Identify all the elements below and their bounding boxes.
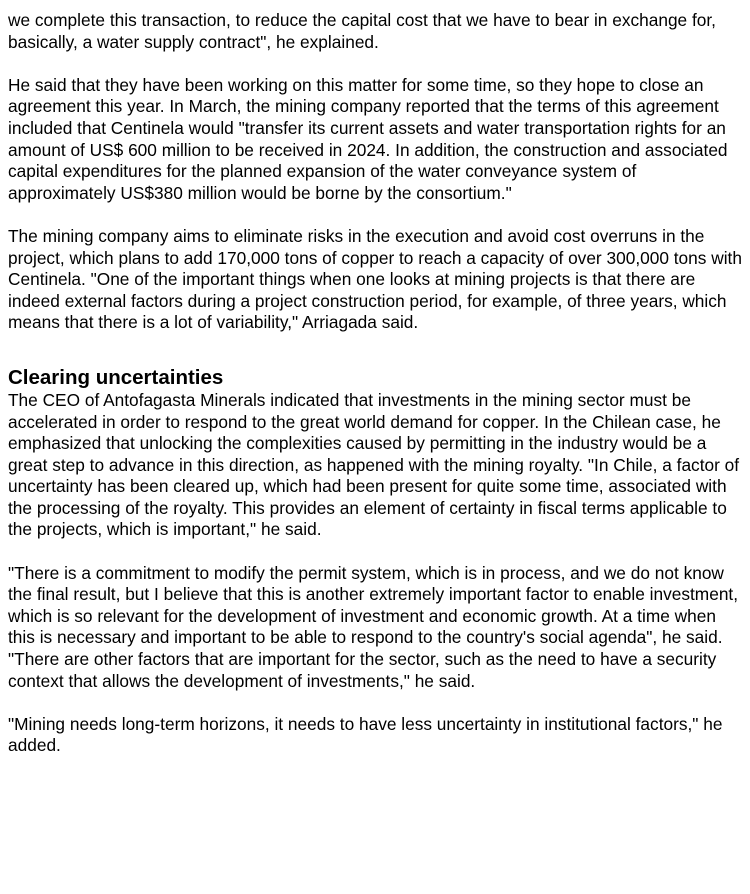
- section-heading: Clearing uncertainties: [8, 365, 224, 389]
- section-spacer: [8, 334, 742, 366]
- paragraph-spacer: [8, 541, 742, 563]
- paragraph-agreement: He said that they have been working on this matter for some time, so they hope to close an agreement this year. In March, the mining company reported that the terms of this agreement included that Centinela would "transfer its current assets and water transportation rights for an amount of US$ 600 million to be received in 2024. In addition, the construction and associated capital expenditures for the planned expansion of the water conveyance system of approximately US$380 million would be borne by the consortium.": [8, 74, 728, 203]
- paragraph-spacer: [8, 692, 742, 714]
- paragraph-transaction: we complete this transaction, to reduce the capital cost that we have to bear in exchange for, basically, a water supply contract", he explained.: [8, 10, 716, 52]
- paragraph-spacer: [8, 204, 742, 226]
- paragraph-risks: The mining company aims to eliminate risks in the execution and avoid cost overruns in the project, which plans to add 170,000 tons of copper to reach a capacity of over 300,000 tons with Centinela. "One of the important things when one looks at mining projects is that there are indeed external factors during a project construction period, for example, of three years, which means that there is a lot of variability," Arriagada said.: [8, 225, 742, 333]
- paragraph-permit: "There is a commitment to modify the permit system, which is in process, and we do not know the final result, but I believe that this is another extremely important factor to enable investment, which is so relevant for the development of investment and economic growth. At a time when this is necessary and important to be able to respond to the country's social agenda", he said. "There are other factors that are important for the sector, such as the need to have a security context that allows the development of investments," he said.: [8, 562, 739, 691]
- paragraph-horizons: "Mining needs long-term horizons, it needs to have less uncertainty in institutional factors," he added.: [8, 713, 723, 756]
- paragraph-ceo: The CEO of Antofagasta Minerals indicated that investments in the mining sector must be accelerated in order to respond to the great world demand for copper. In the Chilean case, he emphasized that unlocking the complexities caused by permitting in the industry would be a great step to advance in this direction, as happened with the mining royalty. "In Chile, a factor of uncertainty has been cleared up, which had been present for quite some time, associated with the processing of the royalty. This provides an element of certainty in fiscal terms applicable to the projects, which is important," he said.: [8, 389, 740, 540]
- paragraph-spacer: [8, 53, 742, 75]
